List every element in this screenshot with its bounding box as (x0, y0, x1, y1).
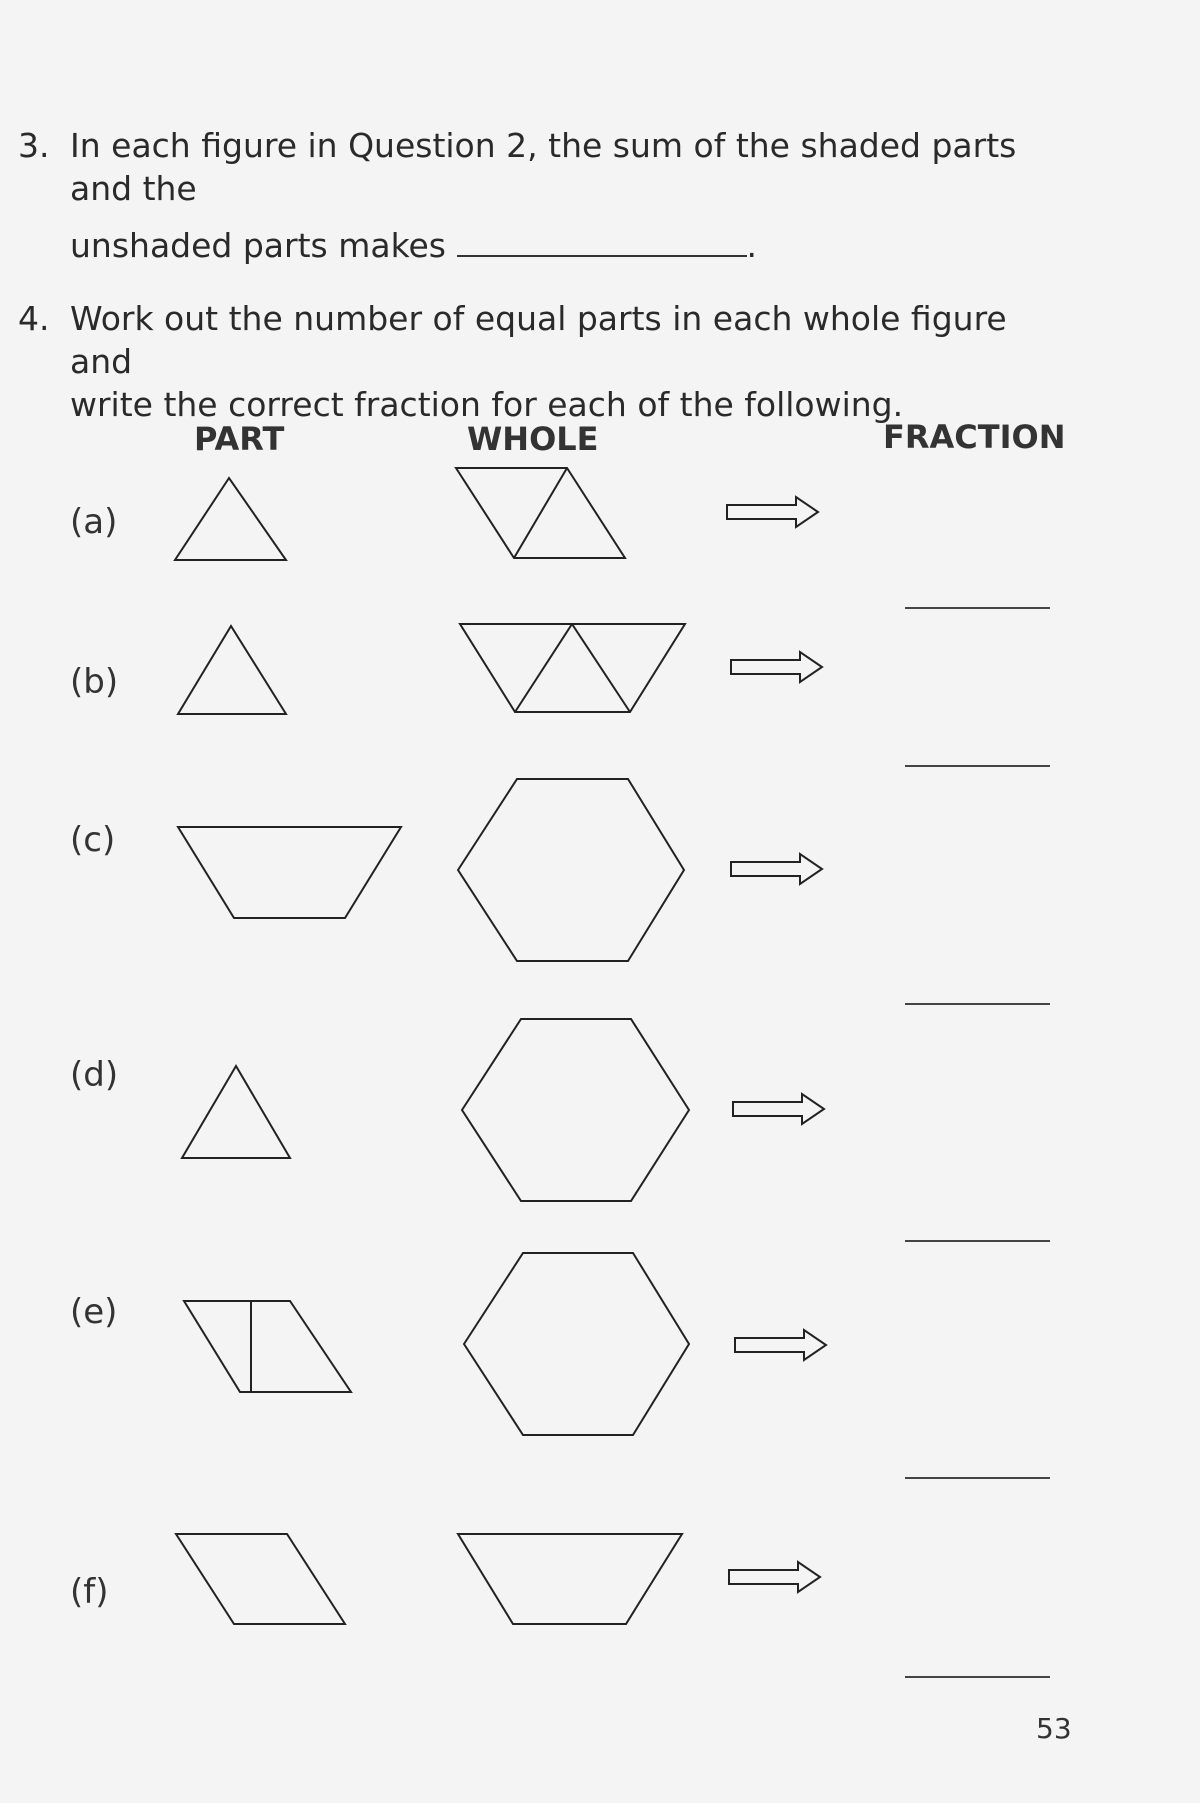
question-number: 4. (18, 299, 50, 338)
arrow-icon-f (729, 1562, 820, 1592)
question-line-2: write the correct fraction for each of the following. (70, 384, 904, 424)
whole-divider-b1 (515, 624, 572, 712)
arrow-icon-a (727, 497, 818, 527)
row-f-figures (176, 1534, 820, 1624)
whole-trapezoid-b (460, 624, 685, 712)
part-triangle-b (178, 626, 286, 714)
arrow-icon-b (731, 652, 822, 682)
whole-hexagon-e (464, 1253, 689, 1435)
part-triangle-d (182, 1066, 290, 1158)
row-label-f: (f) (70, 1572, 109, 1612)
row-b-figures (178, 624, 822, 714)
row-label-d: (d) (70, 1055, 119, 1095)
row-a-figures (175, 468, 818, 560)
question-number: 3. (18, 126, 50, 165)
row-label-a: (a) (70, 502, 118, 542)
question-line-1: Work out the number of equal parts in each whole figure and (70, 299, 1007, 381)
row-label-b: (b) (70, 662, 119, 702)
row-c-figures (178, 779, 822, 961)
row-d-figures (182, 1019, 824, 1201)
question-line-2-text: unshaded parts makes (70, 225, 447, 265)
whole-hexagon-d (462, 1019, 689, 1201)
row-label-e: (e) (70, 1292, 118, 1332)
arrow-icon-e (735, 1330, 826, 1360)
part-trapezoid-c (178, 827, 401, 918)
arrow-icon-d (733, 1094, 824, 1124)
arrow-icon-c (731, 854, 822, 884)
whole-divider-a (514, 468, 567, 558)
whole-trapezoid-f (458, 1534, 682, 1624)
part-triangle-a (175, 478, 286, 560)
question-tail: . (746, 225, 758, 265)
whole-hexagon-c (458, 779, 684, 961)
header-part: PART (194, 420, 285, 458)
question-line-1: In each figure in Question 2, the sum of the shaded parts and the (70, 126, 1017, 208)
part-rhombus-f (176, 1534, 345, 1624)
header-whole: WHOLE (467, 420, 599, 458)
header-fraction: FRACTION (883, 418, 1066, 456)
row-e-figures (184, 1253, 826, 1435)
row-label-c: (c) (70, 820, 116, 860)
page-number: 53 (1036, 1712, 1072, 1745)
part-rhombus-e (184, 1301, 351, 1392)
whole-divider-b2 (572, 624, 630, 712)
